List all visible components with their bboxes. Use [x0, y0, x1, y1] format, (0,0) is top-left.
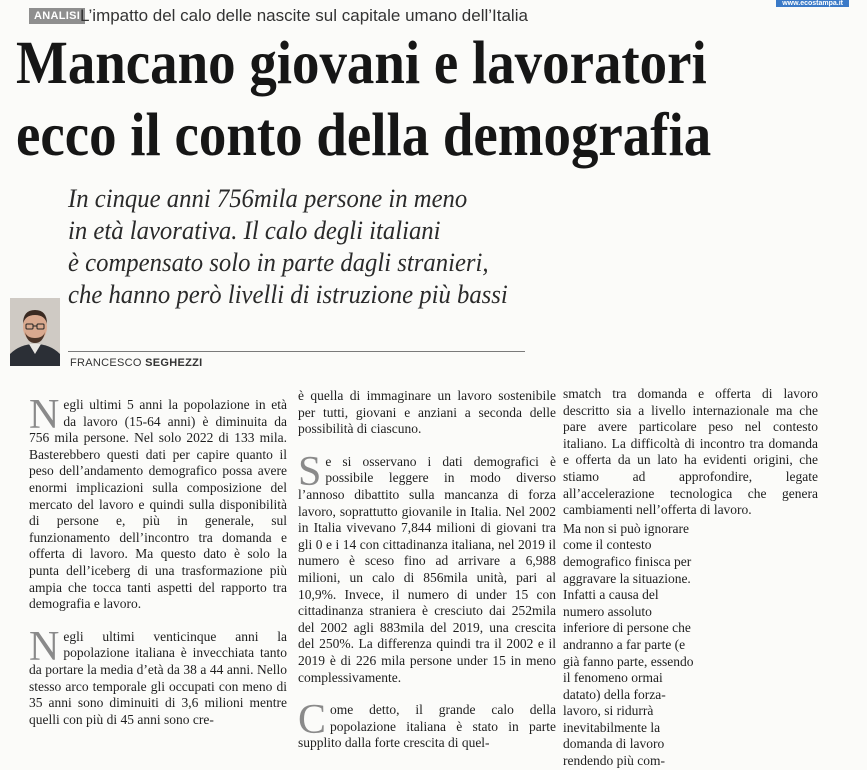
- paragraph-text: egli ultimi 5 anni la popolazione in età da lavoro (15-64 anni) è diminuita da 756 mila persone. Nel solo 2022 di 133 mila. Basterebbero questi dati per capire quanto il peso dell’andamento demografico possa avere enormi implicazioni sulla composizione del mercato del lavoro e quindi sulla disponibilità di persone e, più in generale, sul funzionamento dell’incontro tra domanda e offerta di lavoro. Ma questo dato è solo la punta dell’iceberg di una trasformazione più ampia che tocca tanti aspetti del rapporto tra demografia e lavoro.: [29, 397, 287, 612]
- byline: [70, 356, 203, 370]
- headline-line-1: Mancano giovani e lavoratori: [16, 30, 707, 97]
- drop-cap: C: [298, 697, 327, 744]
- paragraph: [29, 623, 287, 729]
- subhead-line-4: che hanno però livelli di istruzione più bassi: [68, 280, 508, 309]
- article-column-1: [29, 392, 287, 728]
- drop-cap: N: [29, 623, 60, 670]
- headline-line-2: ecco il conto della demografia: [16, 102, 712, 169]
- headline: [16, 28, 777, 172]
- author-first-name: FRANCESCO: [70, 357, 142, 369]
- byline-rule: [68, 351, 525, 352]
- subhead-line-2: in età lavorativa. Il calo degli italiani: [68, 216, 441, 245]
- paragraph: [298, 388, 556, 438]
- drop-cap: S: [298, 448, 322, 495]
- article-column-2: [298, 388, 556, 752]
- section-badge: ANALISI: [29, 8, 85, 24]
- subhead-line-3: è compensato solo in parte dagli stranieri,: [68, 248, 489, 277]
- paragraph: [29, 392, 287, 613]
- paragraph-text: è quella di immaginare un lavoro sostenibile per tutti, giovani e anziani a seconda delle possibilità di ciascuno.: [298, 388, 556, 437]
- paragraph: [563, 386, 818, 519]
- paragraph: [298, 448, 556, 686]
- kicker-text: L’impatto del calo delle nascite sul capitale umano dell’Italia: [80, 6, 528, 25]
- paragraph: [563, 521, 818, 770]
- author-last-name: SEGHEZZI: [145, 357, 203, 369]
- author-portrait-icon: [10, 298, 60, 366]
- paragraph-text: smatch tra domanda e offerta di lavoro descritto sia a livello internazionale ma che pare avere particolare peso nel contesto italiano. La difficoltà di incontro tra domanda e offerta da un lato ha evidenti origini, che stiamo ad approfondire, legate all’accelerazione tecnologica che genera cambiamenti nell’offerta di lavoro.: [563, 386, 818, 518]
- drop-cap: N: [29, 392, 60, 438]
- site-tag: www.ecostampa.it: [776, 0, 849, 7]
- paragraph-text: ome detto, il grande calo della popolazione italiana è stato in parte supplito dalla forte crescita di quel-: [298, 702, 556, 751]
- paragraph: [298, 697, 556, 752]
- article-column-3: [563, 386, 818, 770]
- paragraph-text: e si osservano i dati demografici è possibile leggere in modo diverso l’annoso dibattito sulla mancanza di forza lavoro, soprattutto giovanile in Italia. Nel 2002 in Italia vivevano 7,844 milioni di giovani tra gli 0 e i 14 con cittadinanza italiana, nel 2019 il numero è sceso fino ad arrivare a 6,988 milioni, un calo di 856mila unità, pari al 10,9%. Invece, il numero di under 15 con cittadinanza straniera è cresciuto dai 252mila del 2002 agli 883mila del 2019, una crescita del 250%. La differenza quindi tra il 2002 e il 2019 è di 226 mila persone under 15 in meno complessivamente.: [298, 453, 556, 685]
- author-photo: [10, 298, 60, 366]
- subhead-line-1: In cinque anni 756mila persone in meno: [68, 184, 468, 213]
- subheadline: [68, 183, 600, 311]
- paragraph-text: egli ultimi venticinque anni la popolazione italiana è invecchiata tanto da portare la media d’età da 38 a 44 anni. Nello stesso arco temporale gli occupati con meno di 35 anni sono diminuiti di 3,6 milioni mentre quelli con più di 45 anni sono cre-: [29, 628, 287, 727]
- paragraph-text: Ma non si può ignorare come il contesto demografico finisca per aggravare la situazione. Infatti a causa del numero assoluto inferiore di persone che andranno a far parte (e già fanno parte, essendo il fenomeno ormai datato) della forza-lavoro, si ridurrà inevitabilmente la domanda di lavoro rendendo più com-: [563, 520, 694, 769]
